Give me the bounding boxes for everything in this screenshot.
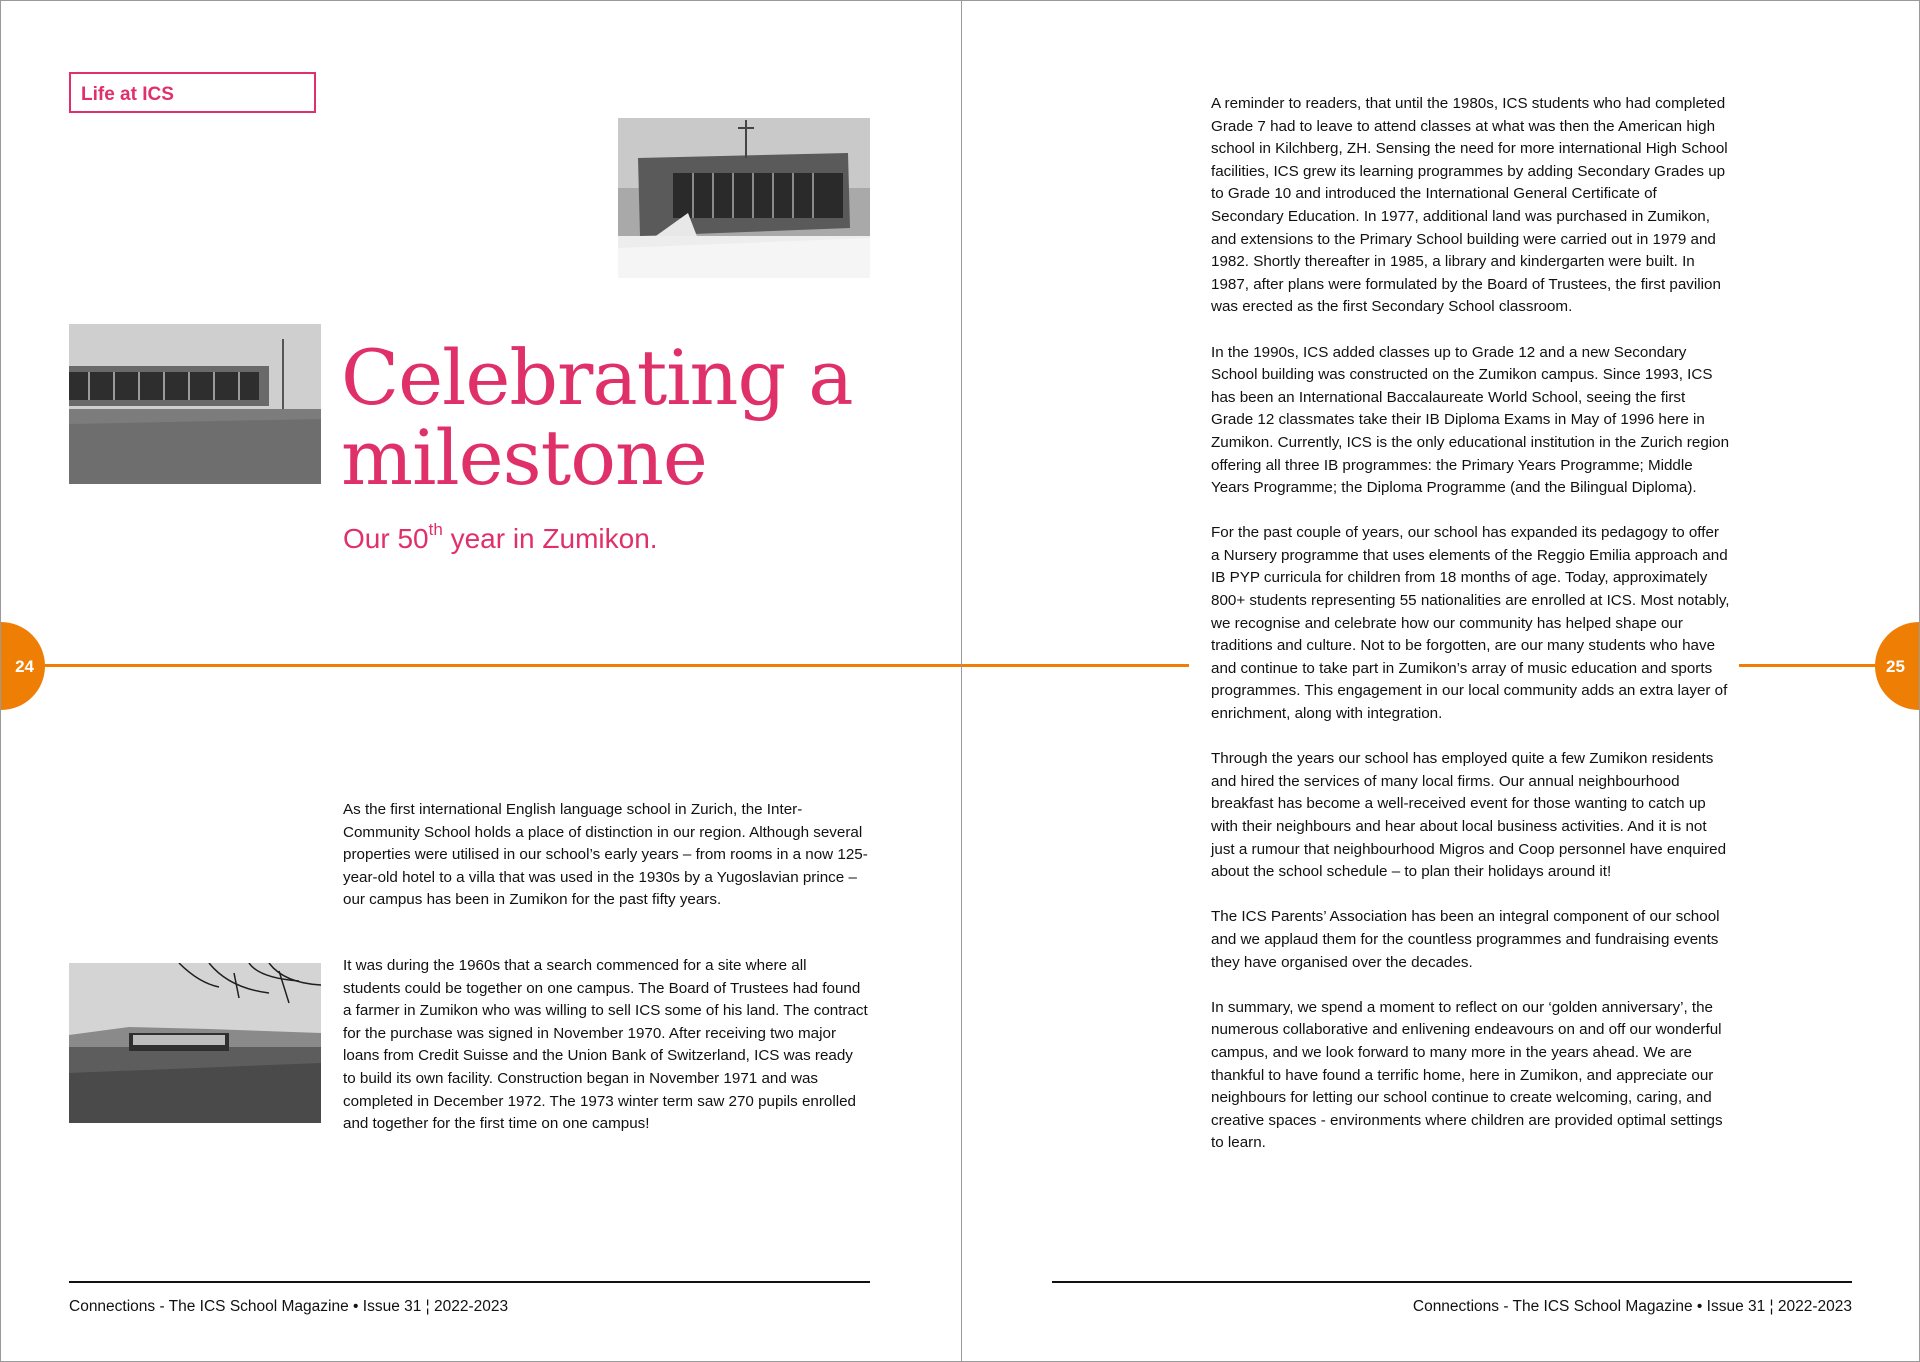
- right-page: [962, 1, 1919, 1361]
- divider-rule-right-a: [962, 664, 1189, 667]
- left-page: [1, 1, 961, 1361]
- body-text-right: [1211, 93, 1731, 1178]
- photo-field-campus: [69, 963, 321, 1123]
- body-text-history: [343, 955, 868, 1158]
- subhead-sup: th: [428, 520, 443, 539]
- photo-snowy-building: [618, 118, 870, 278]
- divider-rule-right-b: [1739, 664, 1879, 667]
- footer-text: Connections - The ICS School Magazine • Issue 31 ¦ 2022-2023: [69, 1298, 509, 1315]
- photo-pavilion: [69, 324, 321, 484]
- paragraph: In summary, we spend a moment to reflect on our ‘golden anniversary’, the numerous collaborative and enlivening endeavours on and off our wonderful campus, and we look forward to many more in the years ahead. We are thankful to have found a terrific home, here in Zumikon, and appreciate our neighbours for letting our school continue to create welcoming, caring, and creative spaces - environments where children are provided optimal settings to learn.: [1211, 998, 1723, 1152]
- footer-text: Connections - The ICS School Magazine • Issue 31 ¦ 2022-2023: [1412, 1298, 1852, 1315]
- headline: [341, 333, 853, 502]
- paragraph: A reminder to readers, that until the 1980s, ICS students who had completed Grade 7 had to leave to attend classes at what was then the American high school in Kilchberg, ZH. Sensing the need for more international High School facilities, ICS grew its learning programmes by adding Secondary Grades up to Grade 10 and introduced the International General Certificate of Secondary Education. In 1977, additional land was purchased in Zumikon, and extensions to the Primary School building were carried out in 1979 and 1982. Shortly thereafter in 1985, a library and kindergarten were built. In 1987, after plans were formulated by the Board of Trustees, the first pavilion was erected as the first Secondary School classroom.: [1211, 95, 1728, 316]
- paragraph: Through the years our school has employed quite a few Zumikon residents and hired the services of many local firms. Our annual neighbourhood breakfast has become a well-received event for those wanting to catch up with their neighbours and hear about local business activities. And it is not just a rumour that neighbourhood Migros and Coop personnel have enquired about the school schedule – to plan their holidays around it!: [1211, 750, 1727, 881]
- paragraph: It was during the 1960s that a search commenced for a site where all students could be together on one campus. The Board of Trustees had found a farmer in Zumikon who was willing to sell ICS some of his land. The contract for the purchase was signed in November 1970. After receiving two major loans from Credit Suisse and the Union Bank of Switzerland, ICS was ready to build its own facility. Construction began in November 1971 and was completed in December 1972. The 1973 winter term saw 270 pupils enrolled and together for the first time on one campus!: [343, 957, 868, 1133]
- section-tag: Life at ICS: [69, 72, 316, 113]
- page-number-badge: 25: [1875, 622, 1920, 710]
- paragraph: The ICS Parents’ Association has been an integral component of our school and we applaud them for the countless programmes and fundraising events they have organised over the decades.: [1211, 908, 1720, 971]
- headline-line-1: Celebrating a: [341, 333, 853, 422]
- paragraph: In the 1990s, ICS added classes up to Grade 12 and a new Secondary School building was constructed on the Zumikon campus. Since 1993, ICS has been an International Baccalaureate World School, seeing the first Grade 12 classmates take their IB Diploma Exams in May of 1996 here in Zumikon. Currently, ICS is the only educational institution in the Zurich region offering all three IB programmes: the Primary Years Programme; Middle Years Programme; the Diploma Programme (and the Bilingual Diploma).: [1211, 343, 1730, 497]
- page-number-badge: 24: [0, 622, 45, 710]
- footer-rule: [69, 1281, 870, 1283]
- subhead-before: Our 50: [343, 523, 429, 554]
- body-text-intro: [343, 799, 868, 935]
- paragraph: As the first international English language school in Zurich, the Inter-Community School holds a place of distinction in our region. Although several properties were utilised in our school’s early years – from rooms in a now 125-year-old hotel to a villa that was used in the 1930s by a Yugoslavian prince – our campus has been in Zumikon for the past fifty years.: [343, 801, 868, 909]
- subheadline: [343, 520, 658, 555]
- divider-rule-left: [41, 664, 961, 667]
- paragraph: For the past couple of years, our school has expanded its pedagogy to offer a Nursery programme that uses elements of the Reggio Emilia approach and IB PYP curricula for children from 18 months of age. Today, approximately 800+ students representing 55 nationalities are enrolled at ICS. Most notably, we recognise and celebrate how our community has helped shape our traditions and culture. Not to be forgotten, are our many students who have and continue to take part in Zumikon’s array of music education and sports programmes. This engagement in our local community adds an extra layer of enrichment, along with integration.: [1211, 524, 1730, 723]
- footer-rule: [1052, 1281, 1852, 1283]
- subhead-after: year in Zumikon.: [442, 523, 658, 554]
- headline-line-2: milestone: [341, 413, 707, 502]
